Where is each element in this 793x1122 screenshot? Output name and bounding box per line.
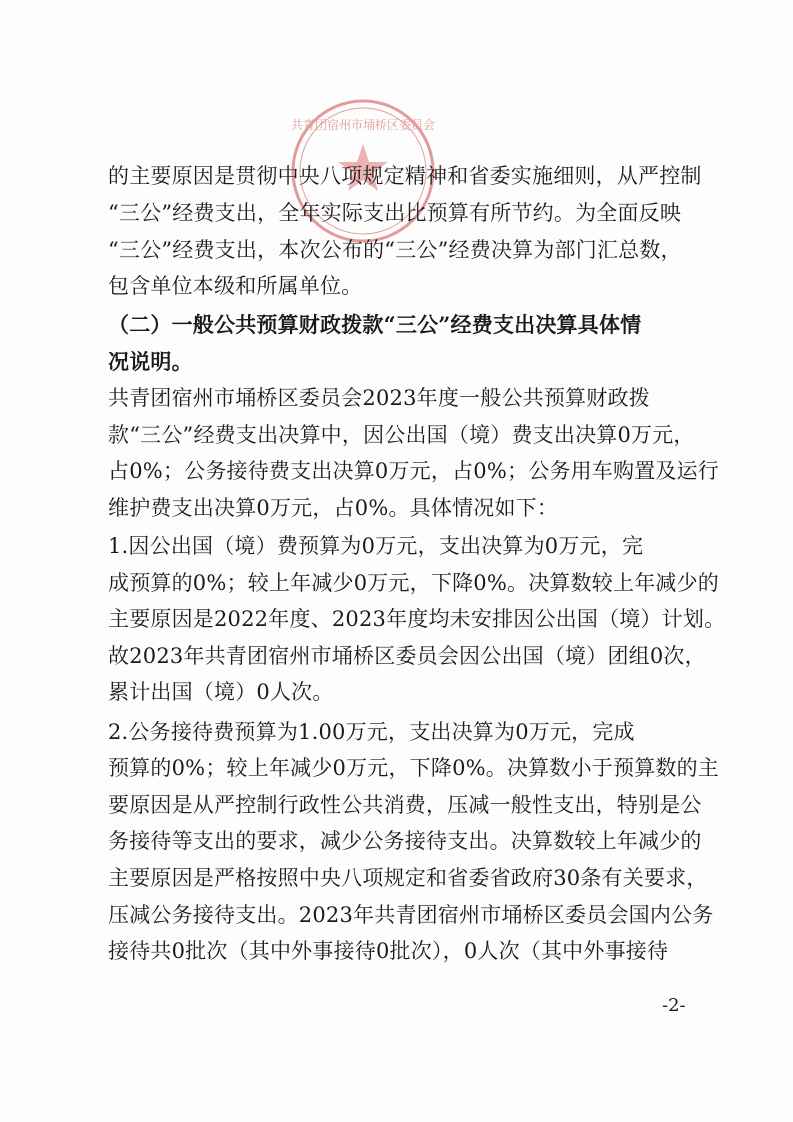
body-line: 预算的0%；较上年减少0万元，下降0%。决算数小于预算数的主	[108, 756, 719, 780]
section-heading: （二）一般公共预算财政拨款“三公”经费支出决算具体情	[108, 312, 642, 337]
body-line: 占0%；公务接待费支出决算0万元，占0%；公务用车购置及运行	[108, 459, 719, 483]
page-number: -2-	[662, 995, 686, 1016]
body-line: “三公”经费支出，全年实际支出比预算有所节约。为全面反映	[108, 201, 682, 225]
body-line: 的主要原因是贯彻中央八项规定精神和省委实施细则，从严控制	[108, 164, 702, 188]
body-line: 共青团宿州市埇桥区委员会2023年度一般公共预算财政拨	[108, 386, 650, 410]
body-line: 故2023年共青团宿州市埇桥区委员会因公出国（境）团组0次，	[108, 644, 706, 668]
section-heading: 况说明。	[108, 349, 193, 374]
body-line: 接待共0批次（其中外事接待0批次），0人次（其中外事接待	[108, 939, 669, 963]
body-line: 款“三公”经费支出决算中，因公出国（境）费支出决算0万元，	[108, 423, 695, 447]
body-line: 务接待等支出的要求，减少公务接待支出。决算数较上年减少的	[108, 829, 702, 853]
body-line: 累计出国（境）0人次。	[108, 680, 334, 704]
body-line: 主要原因是严格按照中央八项规定和省委省政府30条有关要求，	[108, 866, 708, 890]
body-line: 维护费支出决算0万元，占0%。具体情况如下：	[108, 496, 559, 520]
body-line: 1.因公出国（境）费预算为0万元，支出决算为0万元，完	[108, 534, 644, 558]
svg-text:共青团宿州市埇桥区委员会: 共青团宿州市埇桥区委员会	[290, 118, 436, 132]
body-line: 成预算的0%；较上年减少0万元，下降0%。决算数较上年减少的	[108, 571, 719, 595]
body-line: 2.公务接待费预算为1.00万元，支出决算为0万元，完成	[108, 720, 635, 744]
body-line: 要原因是从严控制行政性公共消费，压减一般性支出，特别是公	[108, 793, 702, 817]
body-line: “三公”经费支出，本次公布的“三公”经费决算为部门汇总数，	[108, 238, 682, 262]
body-line: 主要原因是2022年度、2023年度均未安排因公出国（境）计划。	[108, 607, 726, 631]
body-line: 包含单位本级和所属单位。	[108, 274, 363, 298]
body-line: 压减公务接待支出。2023年共青团宿州市埇桥区委员会国内公务	[108, 903, 714, 927]
